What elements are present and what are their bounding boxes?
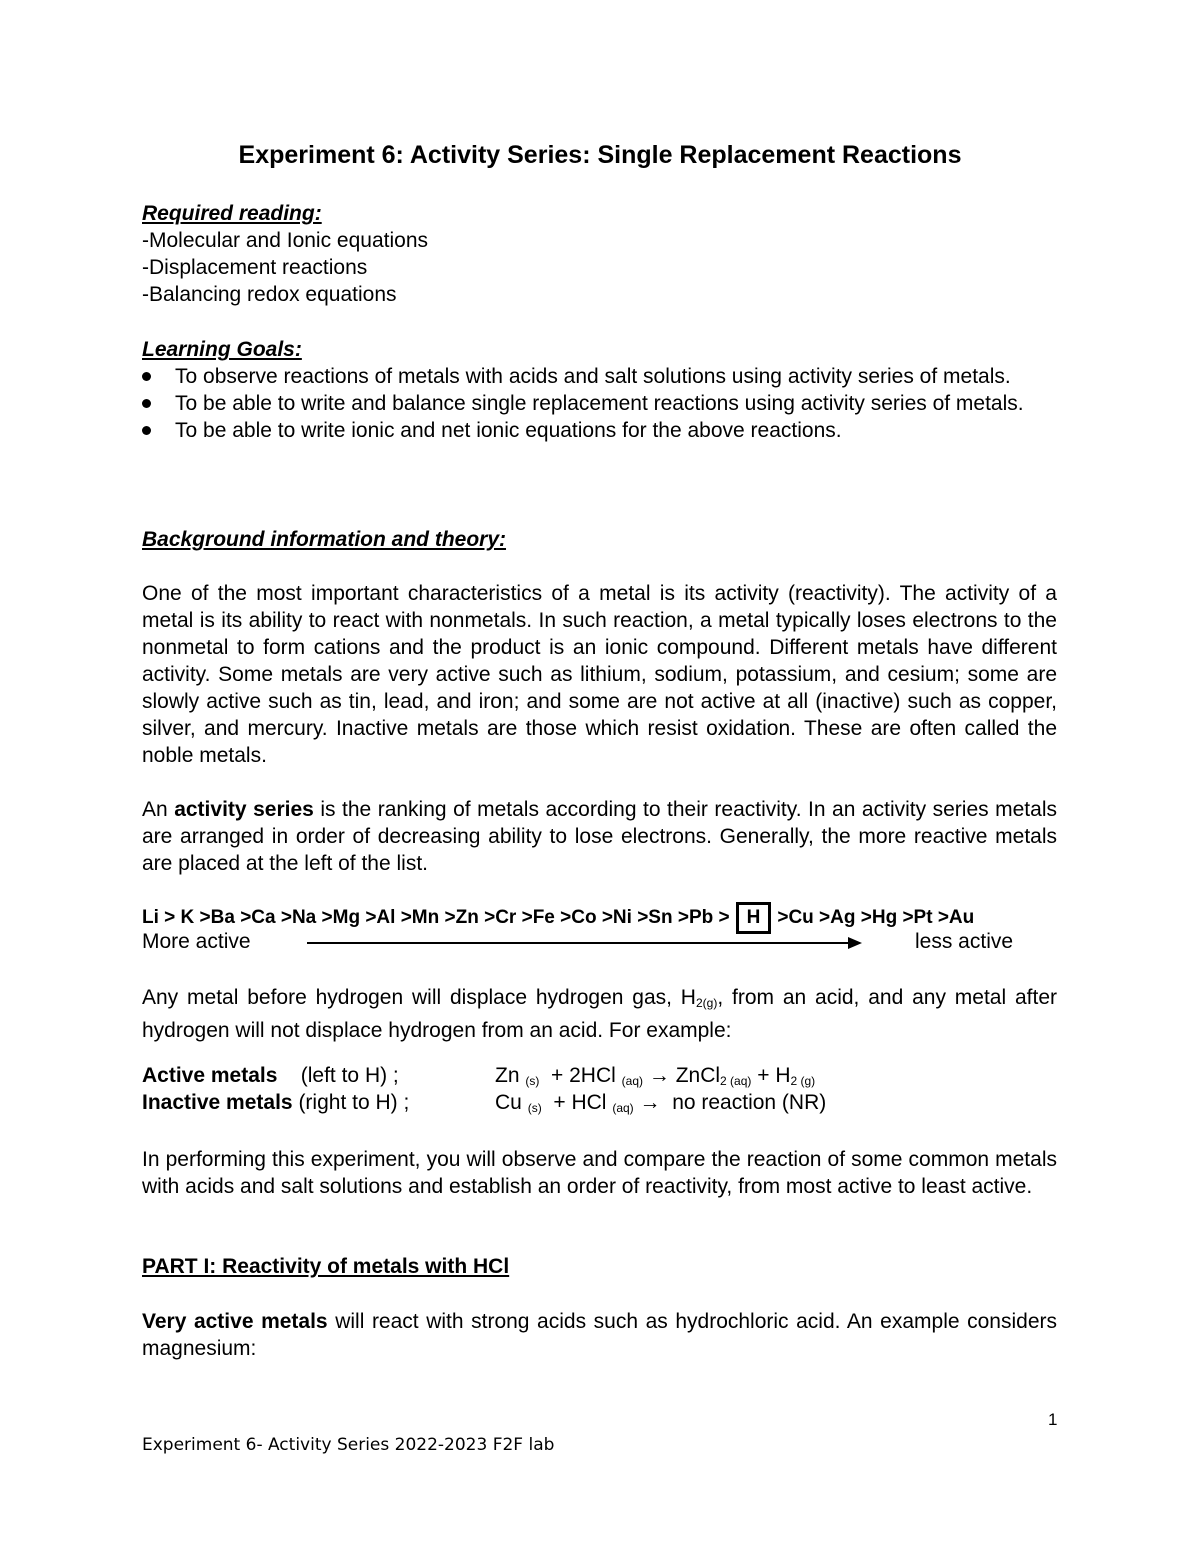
hydrogen-box: H <box>736 902 772 934</box>
activity-arrow-row <box>142 930 1057 957</box>
reading-item: -Displacement reactions <box>142 256 368 279</box>
series-right: >Cu >Ag >Hg >Pt >Au <box>777 907 975 928</box>
bullet-icon <box>142 399 151 408</box>
very-active-metals-term: Very active metals <box>142 1310 328 1333</box>
more-active-label: More active <box>142 930 251 953</box>
part1-paragraph: Very active metals will react with strong acids such as hydrochloric acid. An example considers magnesium: <box>142 1310 1057 1360</box>
page-number: 1 <box>1048 1410 1058 1429</box>
goal-item: To be able to write and balance single replacement reactions using activity series of metals. <box>142 390 1057 417</box>
activity-series-paragraph: An activity series is the ranking of metals according to their reactivity. In an activity series metals are arranged in order of decreasing ability to lose electrons. Generally, the more reactive metals are placed at the left of the list. <box>142 798 1057 875</box>
reading-item: -Molecular and Ionic equations <box>142 229 429 252</box>
cu-equation: Cu $_{(s)}$ + HCl $_{(aq)}$ → no reaction (NR) <box>495 1091 827 1115</box>
arrow-line <box>307 942 855 944</box>
learning-goals-section <box>142 336 1057 444</box>
page-title: Experiment 6: Activity Series: Single Replacement Reactions <box>238 141 962 169</box>
less-active-label: less active <box>915 930 1014 953</box>
required-reading-heading: Required reading: <box>142 202 322 225</box>
series-left: Li > K >Ba >Ca >Na >Mg >Al >Mn >Zn >Cr >Fe >Co >Ni >Sn >Pb > <box>142 907 730 928</box>
background-section <box>142 526 1057 877</box>
required-reading-section <box>142 200 1057 308</box>
active-metals-label: Active metals <box>142 1064 278 1087</box>
arrow-right-icon <box>848 937 862 949</box>
goal-item: To observe reactions of metals with acids and salt solutions using activity series of metals. <box>142 363 1057 390</box>
learning-goals-list <box>142 363 1057 444</box>
activity-series-list <box>142 903 974 933</box>
goal-item: To be able to write ionic and net ionic equations for the above reactions. <box>142 417 1057 444</box>
part1-heading: PART I: Reactivity of metals with HCl <box>142 1255 510 1278</box>
bullet-icon <box>142 372 151 381</box>
zn-equation: Zn $_{(s)}$ + 2HCl $_{(aq)}$ → ZnCl$_{2 (aq)}$ + $H_{2 (g)}$ <box>495 1064 816 1088</box>
inactive-metals-label: Inactive metals <box>142 1091 293 1114</box>
learning-goals-heading: Learning Goals: <box>142 338 302 361</box>
background-heading: Background information and theory: <box>142 528 507 551</box>
background-paragraph: One of the most important characteristics of a metal is its activity (reactivity). The activity of a metal is its ability to react with nonmetals. In such reaction, a metal typically loses electrons to the nonmetal to form cations and the product is an ionic compound. Different metals have different activity. Some metals are very active such as lithium, sodium, potassium, and cesium; some are slowly active such as tin, lead, and iron; and some are not active at all (inactive) such as copper, silver, and mercury. Inactive metals are those which resist oxidation. These are often called the noble metals. <box>142 582 1057 767</box>
reading-item: -Balancing redox equations <box>142 283 397 306</box>
hydrogen-paragraph: Any metal before hydrogen will displace hydrogen gas, $H_{2(g)}$, from an acid, and any metal after hydrogen will not displace hydrogen from an acid. For example: <box>142 986 1057 1042</box>
page-footer: Experiment 6- Activity Series 2022-2023 F2F lab <box>142 1435 555 1455</box>
performing-paragraph: In performing this experiment, you will observe and compare the reaction of some common metals with acids and salt solutions and establish an order of reactivity, from most active to least active. <box>142 1148 1057 1198</box>
document-page: Experiment 6: Activity Series: Single Replacement Reactions Required reading: -Molecular and Ionic equations -Displacement reactions -Balancing redox equations Learning Goals: To observe reactions of metals with acids and salt solutions using activity series of metals. To be able to write and balance single replacement reactions using activity series of metals. To be able to write ionic and net ionic equations for the above reactions. Background information and theory: One of the most important characteristics of a metal is its activity (reactivity). The activity of a metal is its ability to react with nonmetals. In such reaction, a metal typically loses electrons to the nonmetal to form cations and the product is an ionic compound. Different metals have different activity. Some metals are very active such as lithium, sodium, potassium, and cesium; some are slowly active such as tin, lead, and iron; and some are not active at all (inactive) such as copper, silver, and mercury. Inactive metals are those which resist oxidation. These are often called the noble metals. An activity series is the ranking of metals according to their reactivity. In an activity series metals are arranged in order of decreasing ability to lose electrons. Generally, the more reactive metals are placed at the left of the list. Li > K >Ba >Ca >Na >Mg >Al >Mn >Zn >Cr >Fe >Co >Ni >Sn >Pb > H >Cu >Ag >Hg >Pt >Au More active less active Any metal before hydrogen will displace hydrogen gas, $H_{2(g)}$, from an acid, and any metal after hydrogen will not displace hydrogen from an acid. For example: Active metals (left to H) ; Zn $_{(s)}$ + 2HCl $_{(aq)}$ → ZnCl$_{2 (aq)}$ + $H_{2 (g)}$ Inactive metals (right to H) ; Cu $_{(s)}$ + HCl $_{(aq)}$ → no reaction (NR) In performing this experiment, you will observe and compare the reaction of some common metals with acids and salt solutions and establish an order of reactivity, from most active to least active. PART I: Reactivity of metals with HCl Very active metals will react with strong acids such as hydrochloric acid. An example considers magnesium: 1 Experiment 6- Activity Series 2022-2023 F2F lab <box>0 0 1200 1553</box>
activity-series-term: activity series <box>174 798 314 821</box>
bullet-icon <box>142 426 151 435</box>
